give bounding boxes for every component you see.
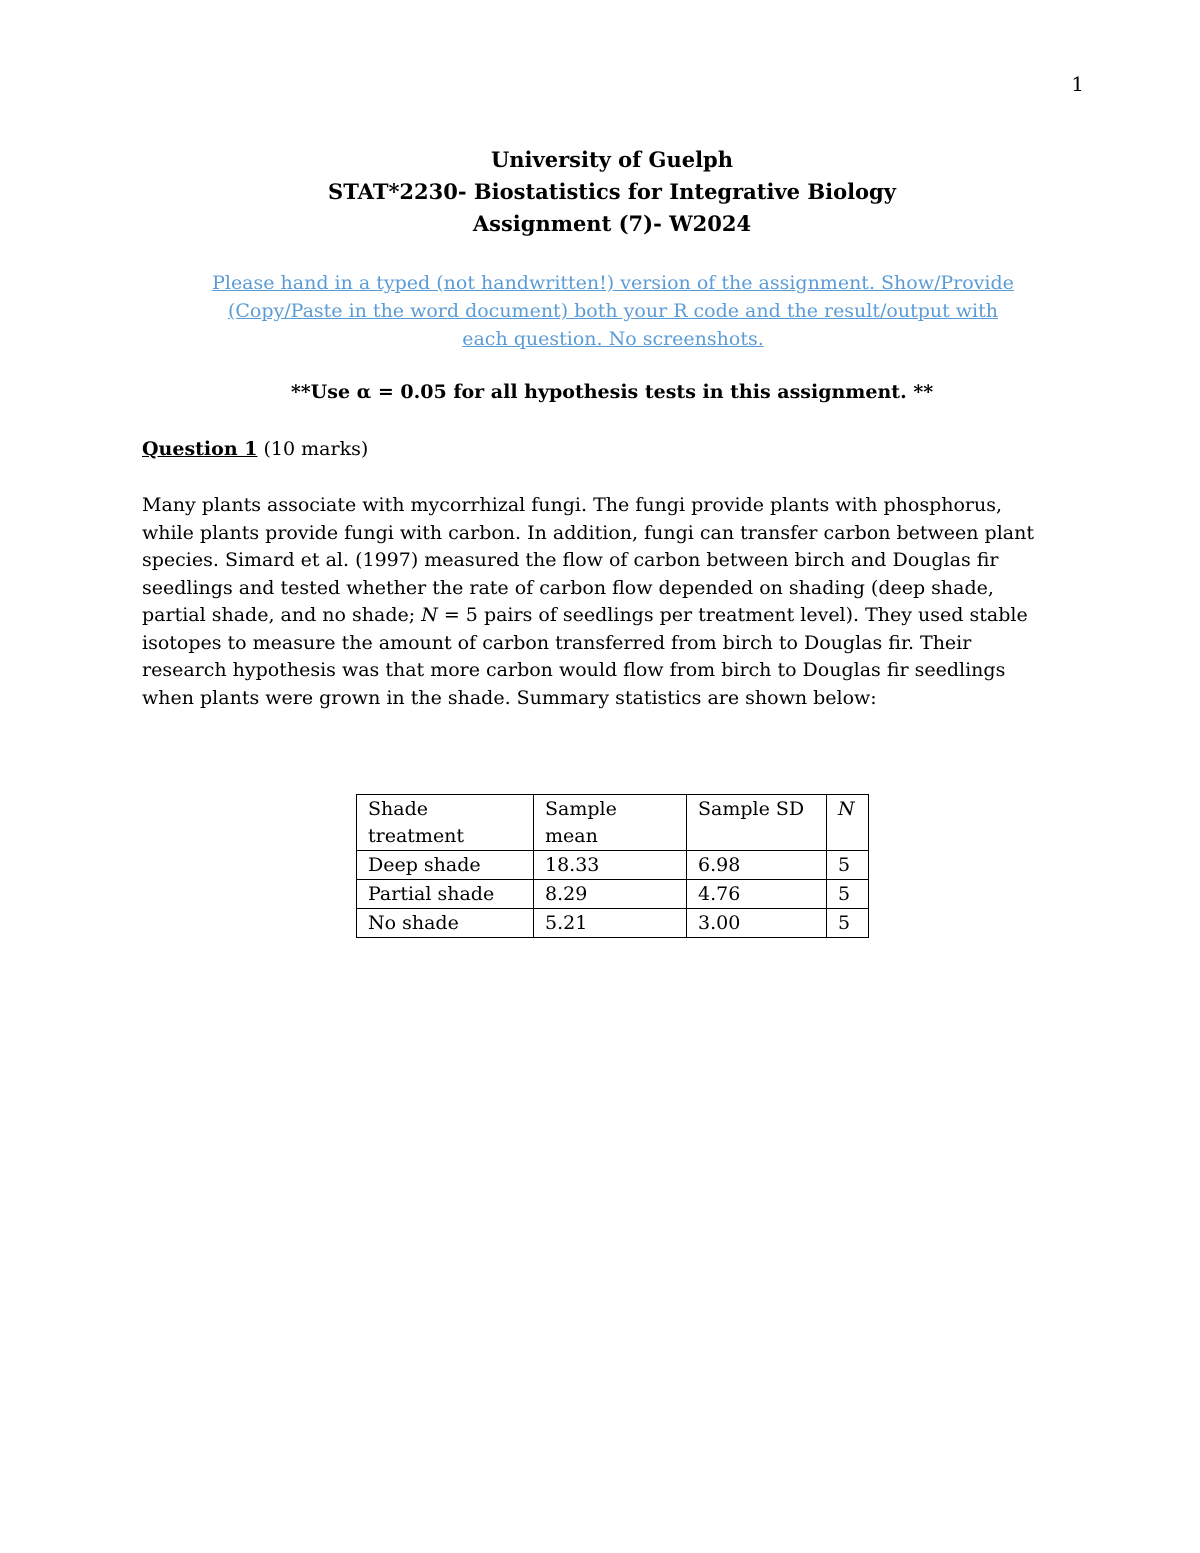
header-text: Shade (368, 798, 428, 820)
cell-treatment: No shade (357, 909, 534, 938)
cell-n: 5 (827, 880, 869, 909)
cell-treatment: Partial shade (357, 880, 534, 909)
question-body-line: research hypothesis was that more carbon would flow from birch to Douglas fir seedlings (142, 659, 1006, 681)
header-text: treatment (368, 825, 465, 847)
table-row (357, 909, 869, 938)
question-body-line: isotopes to measure the amount of carbon transferred from birch to Douglas fir. Their (142, 631, 972, 654)
university-title: University of Guelph (490, 147, 734, 172)
instructions-line: (Copy/Paste in the word document) both your R code and the result/output with (227, 300, 999, 322)
course-title: STAT*2230- Biostatistics for Integrative Biology (328, 179, 896, 204)
header-cell-mean (534, 795, 687, 851)
question-body-text: = 5 pairs of seedlings per treatment level). They used stable (437, 604, 1028, 626)
document-header (0, 144, 1200, 240)
question-body-line: when plants were grown in the shade. Summary statistics are shown below: (142, 686, 877, 709)
question-body-line: while plants provide fungi with carbon. In addition, fungi can transfer carbon between plant (142, 521, 1034, 544)
question-body (142, 492, 1082, 712)
question-marks: (10 marks) (263, 438, 369, 460)
assignment-title: Assignment (7)- W2024 (472, 211, 752, 236)
header-text: Sample (545, 798, 617, 820)
cell-mean: 8.29 (534, 880, 687, 909)
header-text: mean (545, 825, 598, 847)
cell-mean: 5.21 (534, 909, 687, 938)
instructions-line: each question. No screenshots. (462, 328, 764, 350)
table-header-row (357, 795, 869, 851)
instructions-line: Please hand in a typed (not handwritten!) version of the assignment. Show/Provide (212, 272, 1014, 294)
question-body-line: species. Simard et al. (1997) measured the flow of carbon between birch and Douglas fir (142, 549, 999, 571)
question-body-text: partial shade, and no shade; (142, 604, 422, 626)
sample-size-symbol: N (421, 604, 438, 626)
cell-sd: 4.76 (687, 880, 827, 909)
cell-sd: 6.98 (687, 851, 827, 880)
question-heading (142, 435, 368, 463)
cell-mean: 18.33 (534, 851, 687, 880)
question-body-line (142, 602, 1082, 630)
table-row (357, 851, 869, 880)
question-body-line: Many plants associate with mycorrhizal fungi. The fungi provide plants with phosphorus, (142, 494, 1003, 516)
page-number: 1 (1071, 72, 1084, 96)
header-cell-sd: Sample SD (687, 795, 827, 851)
question-body-line: seedlings and tested whether the rate of carbon flow depended on shading (deep shade, (142, 576, 994, 599)
header-cell-treatment (357, 795, 534, 851)
cell-treatment: Deep shade (357, 851, 534, 880)
summary-statistics-table (356, 794, 869, 938)
cell-n: 5 (827, 909, 869, 938)
table-row (357, 880, 869, 909)
cell-sd: 3.00 (687, 909, 827, 938)
submission-instructions (190, 269, 1036, 353)
alpha-note: **Use α = 0.05 for all hypothesis tests in this assignment. ** (290, 381, 934, 403)
header-cell-n: N (827, 795, 869, 851)
cell-n: 5 (827, 851, 869, 880)
question-label: Question 1 (142, 438, 258, 460)
